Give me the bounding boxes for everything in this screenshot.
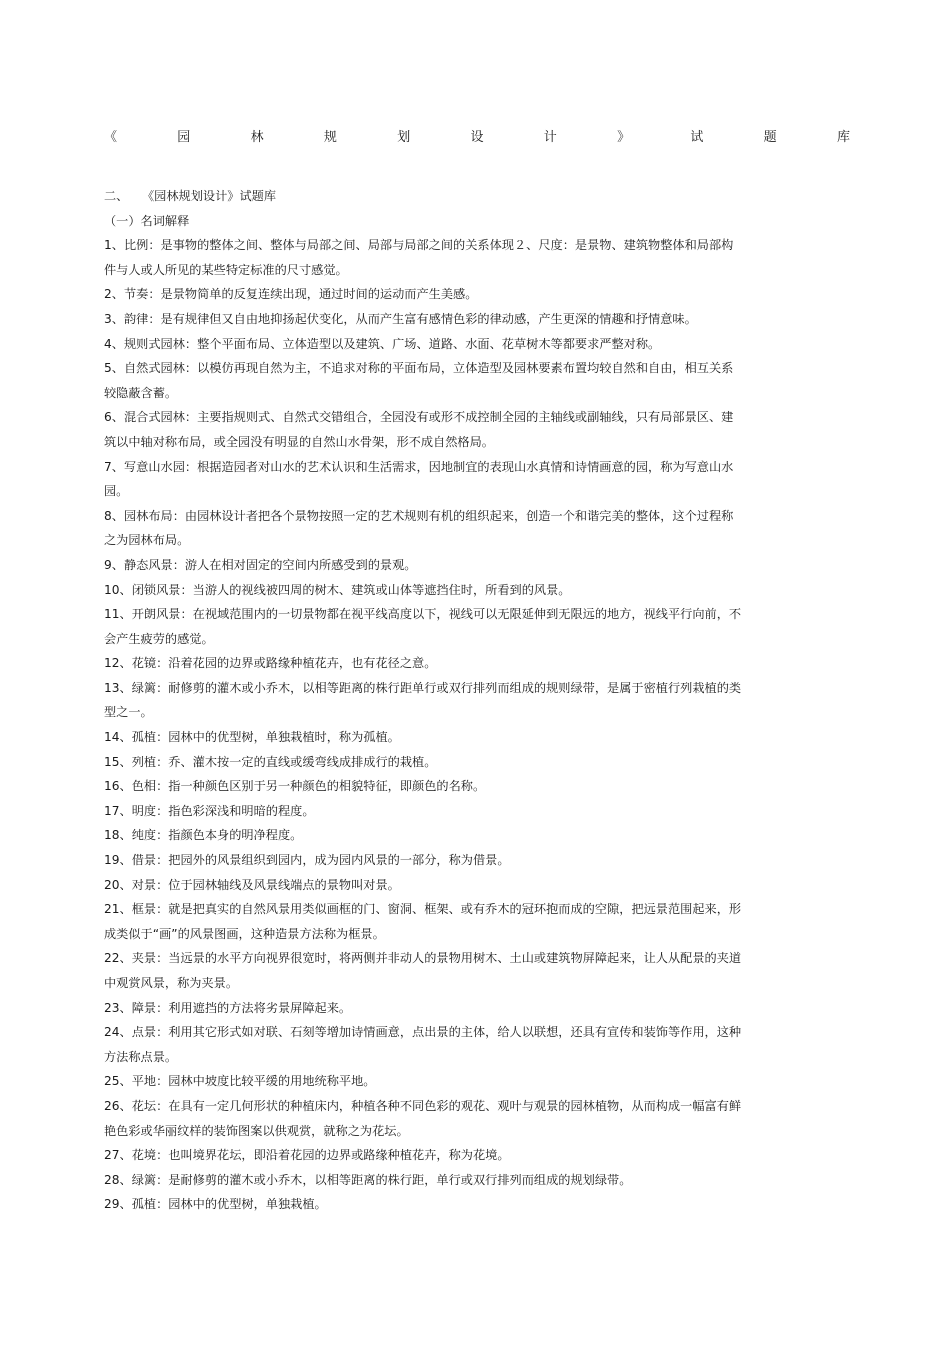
text-line: 4、规则式园林：整个平面布局、立体造型以及建筑、广场、道路、水面、花草树木等都要求严整对称。: [104, 336, 661, 351]
title-char: 划: [397, 130, 411, 145]
text-line: 25、平地：园林中坡度比较平缓的用地统称平地。: [104, 1074, 376, 1089]
text-line: 26、花坛：在具有一定几何形状的种植床内，种植各种不同色彩的观花、观叶与观景的园林植物，从而构成一幅富有鲜: [104, 1098, 742, 1113]
title-char: 设: [470, 130, 484, 145]
document-title: [104, 128, 850, 148]
text-line: 29、孤植：园林中的优型树，单独栽植。: [104, 1197, 327, 1212]
text-line: 会产生疲劳的感觉。: [104, 631, 214, 646]
title-char: 库: [836, 130, 850, 145]
text-line: 23、障景：利用遮挡的方法将劣景屏障起来。: [104, 1000, 352, 1015]
text-line: 27、花境：也叫境界花坛，即沿着花园的边界或路缘种植花卉，称为花境。: [104, 1148, 510, 1163]
title-char: 林: [250, 130, 264, 145]
title-char: 《: [104, 130, 118, 145]
title-char: 计: [543, 130, 557, 145]
text-line: 5、自然式园林：以模仿再现自然为主，不追求对称的平面布局，立体造型及园林要素布置均较自然和自由，相互关系: [104, 361, 734, 376]
text-line: 成类似于“画”的风景图画，这种造景方法称为框景。: [104, 926, 385, 941]
section-title: 《园林规划设计》试题库: [142, 189, 277, 203]
title-char: 试: [690, 130, 704, 145]
text-line: 筑以中轴对称布局，或全园没有明显的自然山水骨架，形不成自然格局。: [104, 434, 494, 449]
text-line: 18、纯度：指颜色本身的明净程度。: [104, 828, 303, 843]
text-line: 2、节奏：是景物简单的反复连续出现，通过时间的运动而产生美感。: [104, 287, 478, 302]
text-line: 28、绿篱：是耐修剪的灌木或小乔木，以相等距离的株行距，单行或双行排列而组成的规划绿带。: [104, 1172, 632, 1187]
title-char: 题: [763, 130, 777, 145]
text-line: 3、韵律：是有规律但又自由地抑扬起伏变化，从而产生富有感情色彩的律动感，产生更深的情趣和抒情意味。: [104, 311, 697, 326]
text-line: 园。: [104, 484, 129, 499]
text-line: 9、静态风景：游人在相对固定的空间内所感受到的景观。: [104, 557, 417, 572]
section-heading: [104, 184, 780, 209]
text-line: 件与人或人所见的某些特定标准的尺寸感觉。: [104, 262, 348, 277]
text-line: 6、混合式园林：主要指规则式、自然式交错组合，全园没有或形不成控制全园的主轴线或副轴线，只有局部景区、建: [104, 410, 734, 425]
title-char: 园: [177, 130, 191, 145]
title-char: 》: [617, 130, 631, 145]
document-body: [104, 184, 780, 1217]
title-char: 规: [323, 130, 337, 145]
section-number: 二、: [104, 189, 129, 203]
subsection-heading: （一）名词解释: [104, 213, 190, 228]
text-line: 11、开朗风景：在视域范围内的一切景物都在视平线高度以下，视线可以无限延伸到无限远的地方，视线平行向前，不: [104, 607, 742, 622]
text-line: 之为园林布局。: [104, 533, 190, 548]
text-line: 15、列植：乔、灌木按一定的直线或缓弯线成排成行的栽植。: [104, 754, 437, 769]
text-line: 12、花镜：沿着花园的边界或路缘种植花卉，也有花径之意。: [104, 656, 437, 671]
text-line: 艳色彩或华丽纹样的装饰图案以供观赏，就称之为花坛。: [104, 1123, 409, 1138]
text-line: 较隐蔽含蓄。: [104, 385, 178, 400]
text-line: 中观赏风景，称为夹景。: [104, 976, 239, 990]
text-line: 20、对景：位于园林轴线及风景线端点的景物叫对景。: [104, 877, 400, 892]
text-line: 21、框景：就是把真实的自然风景用类似画框的门、窗洞、框架、或有乔木的冠环抱而成的空隙，把远景范围起来，形: [104, 902, 742, 917]
text-line: 14、孤植：园林中的优型树，单独栽植时，称为孤植。: [104, 730, 400, 745]
text-line: 型之一。: [104, 705, 153, 720]
text-line: 22、夹景：当远景的水平方向视界很宽时，将两侧并非动人的景物用树木、土山或建筑物屏障起来，让人从配景的夹道: [104, 951, 742, 966]
text-line: 17、明度：指色彩深浅和明暗的程度。: [104, 803, 315, 818]
text-line: 24、点景：利用其它形式如对联、石刻等增加诗情画意，点出景的主体，给人以联想，还具有宣传和装饰等作用，这种: [104, 1025, 742, 1040]
text-line: 8、园林布局：由园林设计者把各个景物按照一定的艺术规则有机的组织起来，创造一个和谐完美的整体，这个过程称: [104, 508, 734, 523]
text-line: 1、比例：是事物的整体之间、整体与局部之间、局部与局部之间的关系体现２、尺度：是景物、建筑物整体和局部构: [104, 238, 734, 253]
text-line: 10、闭锁风景：当游人的视线被四周的树木、建筑或山体等遮挡住时，所看到的风景。: [104, 582, 571, 597]
text-line: 13、绿篱：耐修剪的灌木或小乔木，以相等距离的株行距单行或双行排列而组成的规则绿带，是属于密植行列栽植的类: [104, 680, 742, 695]
text-line: 19、借景：把园外的风景组织到园内，成为园内风景的一部分，称为借景。: [104, 853, 510, 868]
text-line: 7、写意山水园：根据造园者对山水的艺术认识和生活需求，因地制宜的表现山水真情和诗情画意的园，称为写意山水: [104, 459, 734, 474]
text-line: 16、色相：指一种颜色区别于另一种颜色的相貌特征，即颜色的名称。: [104, 779, 486, 794]
text-line: 方法称点景。: [104, 1049, 178, 1064]
